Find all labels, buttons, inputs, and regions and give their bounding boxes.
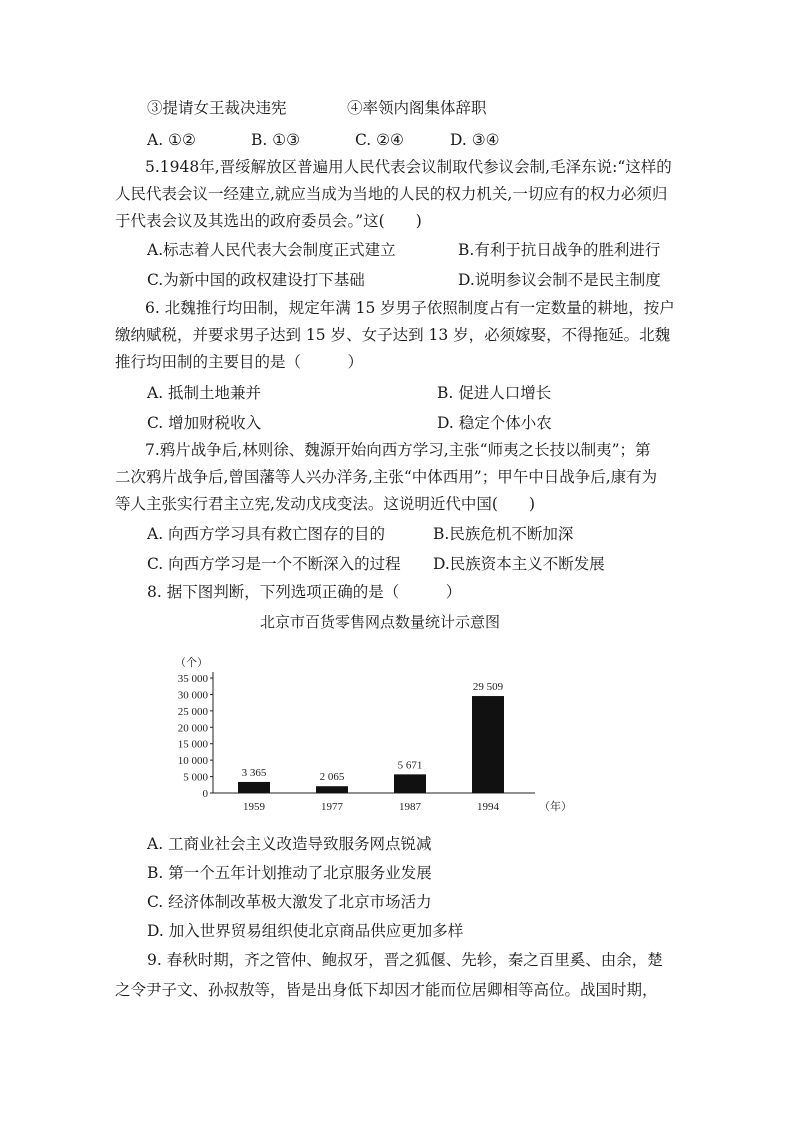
q8-stem: 8. 据下图判断，下列选项正确的是（ ） [147, 583, 462, 601]
q7-stem-line-1: 7.鸦片战争后,林则徐、魏源开始向西方学习,主张“师夷之长技以制夷”；第 [145, 441, 651, 459]
y-tick-label: 35 000 [177, 673, 208, 685]
y-tick-label: 20 000 [177, 722, 208, 735]
y-axis-label: （个） [175, 657, 208, 669]
q5-option-d: D.说明参议会制不是民主制度 [458, 271, 661, 289]
y-tick-label: 25 000 [177, 705, 208, 718]
q8-option-b: B. 第一个五年计划推动了北京服务业发展 [147, 864, 432, 882]
q8-option-c: C. 经济体制改革极大激发了北京市场活力 [147, 893, 432, 911]
q8-option-d: D. 加入世界贸易组织使北京商品供应更加多样 [147, 922, 464, 940]
x-tick-label: 1994 [477, 801, 499, 813]
q6-option-d: D. 稳定个体小农 [437, 414, 552, 432]
q7-stem-line-3: 等人主张实行君主立宪,发动戊戌变法。这说明近代中国( ) [115, 495, 536, 513]
q6-option-c: C. 增加财税收入 [147, 414, 262, 432]
bar [238, 782, 270, 793]
q7-option-a: A. 向西方学习具有救亡图存的目的 [147, 525, 386, 543]
x-tick-label: 1987 [399, 801, 421, 813]
q4-option-c: C. ②④ [355, 131, 404, 149]
q7-stem-line-2: 二次鸦片战争后,曾国藩等人兴办洋务,主张“中体西用”；甲午中日战争后,康有为 [115, 468, 658, 486]
x-tick-label: 1959 [243, 801, 265, 813]
x-axis-label: （年） [539, 801, 572, 813]
q6-stem-line-2: 缴纳赋税，并要求男子达到 15 岁、女子达到 13 岁，必须嫁娶，不得拖延。北魏 [115, 326, 671, 344]
q5-option-b: B.有利于抗日战争的胜利进行 [458, 241, 661, 259]
q4-item-3: ③提请女王裁决违宪 [147, 99, 287, 117]
y-tick-label: 15 000 [177, 738, 208, 751]
q5-stem-line-1: 5.1948年,晋绥解放区普遍用人民代表会议制取代参议会制,毛泽东说:“这样的 [145, 158, 672, 176]
q7-option-d: D.民族资本主义不断发展 [433, 555, 605, 573]
q7-option-c: C. 向西方学习是一个不断深入的过程 [147, 555, 401, 573]
y-tick-label: 5 000 [183, 771, 208, 784]
q7-option-b: B.民族危机不断加深 [433, 525, 574, 543]
y-tick-label: 30 000 [177, 689, 208, 702]
q6-stem-line-3: 推行均田制的主要目的是（ ） [115, 353, 364, 371]
bar [394, 774, 426, 793]
q6-option-b: B. 促进人口增长 [437, 384, 552, 402]
q4-option-a: A. ①② [147, 131, 196, 149]
bar [472, 696, 504, 793]
chart-title: 北京市百货零售网点数量统计示意图 [260, 613, 501, 631]
q5-stem-line-3: 于代表会议及其选出的政府委员会。”这( ) [115, 212, 422, 230]
x-tick-label: 1977 [321, 801, 343, 813]
y-tick-label: 10 000 [177, 755, 208, 768]
q5-option-c: C.为新中国的政权建设打下基础 [147, 271, 365, 289]
q5-option-a: A.标志着人民代表大会制度正式建立 [147, 241, 396, 259]
q8-option-a: A. 工商业社会主义改造导致服务网点锐减 [147, 835, 432, 853]
bar-value-label: 29 509 [472, 681, 504, 694]
q5-stem-line-2: 人民代表会议一经建立,就应当成为当地的人民的权力机关,一切应有的权力必须归 [115, 185, 668, 203]
bar-value-label: 3 365 [241, 766, 267, 779]
q9-stem-line-2: 之令尹子文、孙叔敖等，皆是出身低下却因才能而位居卿相等高位。战国时期， [115, 981, 658, 999]
q6-stem-line-1: 6. 北魏推行均田制，规定年满 15 岁男子依照制度占有一定数量的耕地，按户 [145, 299, 675, 317]
q4-option-b: B. ①③ [251, 131, 301, 149]
q9-stem-line-1: 9. 春秋时期，齐之管仲、鲍叔牙，晋之狐偃、先轸，秦之百里奚、由余，楚 [147, 951, 663, 969]
bar [316, 786, 348, 793]
y-tick-label: 0 [202, 788, 208, 800]
bar-value-label: 5 671 [397, 759, 423, 772]
q6-option-a: A. 抵制土地兼并 [147, 384, 262, 402]
bar-chart [165, 650, 585, 820]
q4-item-4: ④率领内阁集体辞职 [347, 99, 487, 117]
bar-value-label: 2 065 [319, 771, 345, 784]
q4-option-d: D. ③④ [450, 131, 500, 149]
